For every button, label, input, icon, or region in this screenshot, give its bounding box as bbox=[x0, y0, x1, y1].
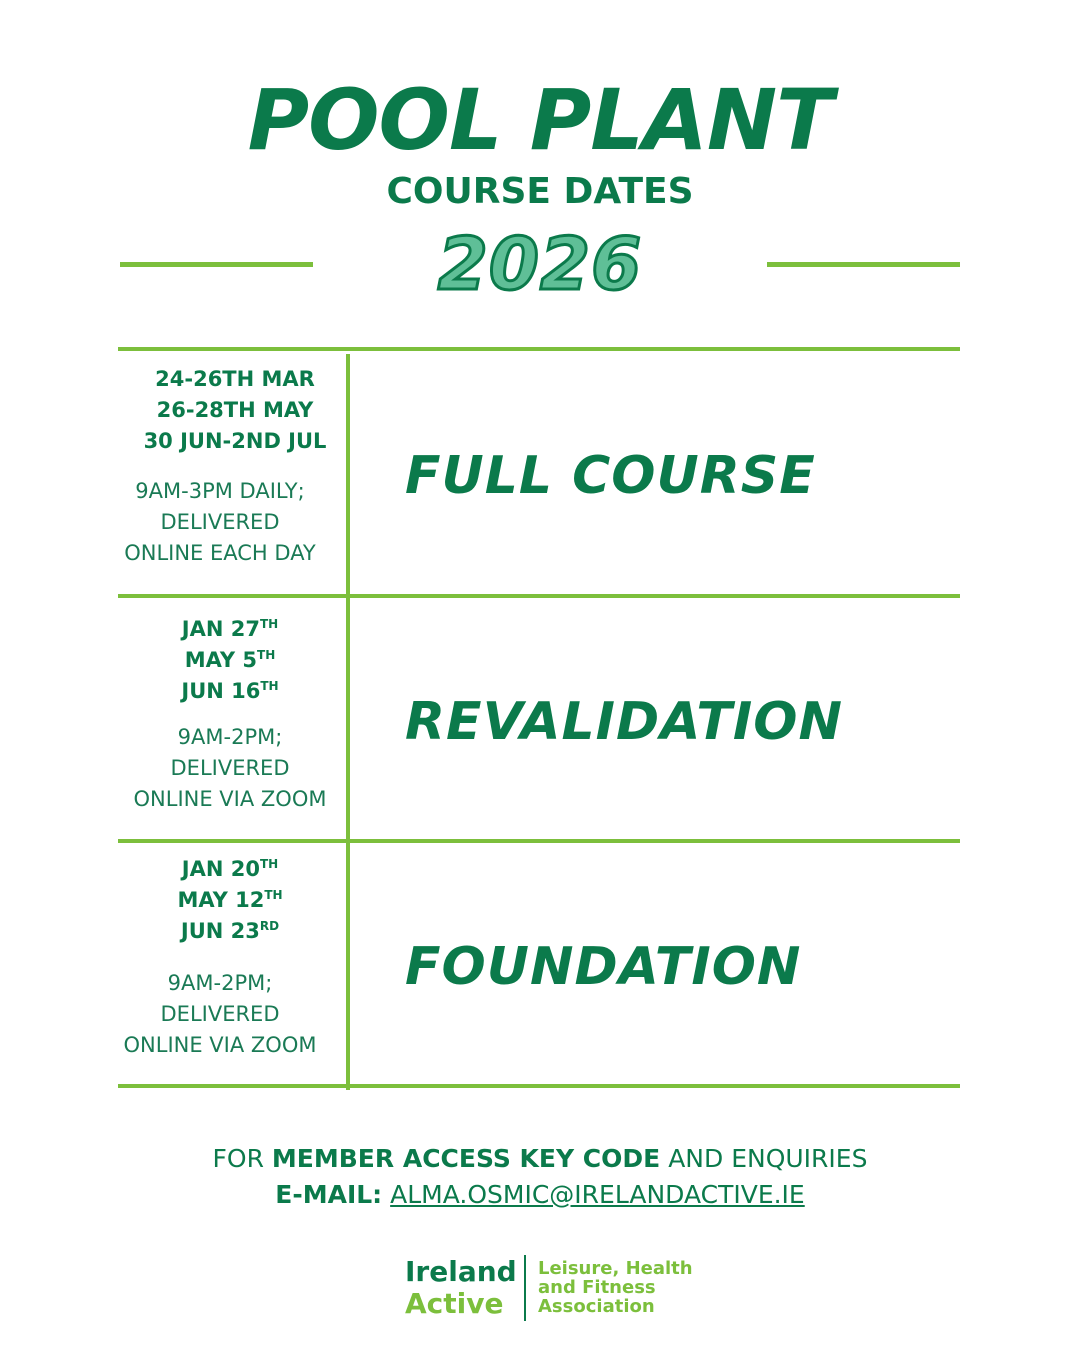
table-row-divider bbox=[118, 839, 960, 843]
email-link[interactable]: ALMA.OSMIC@IRELANDACTIVE.IE bbox=[390, 1180, 805, 1209]
email-line bbox=[0, 1178, 1080, 1212]
time-line: ONLINE VIA ZOOM bbox=[133, 787, 327, 811]
table-border-top bbox=[118, 347, 960, 351]
time-line: ONLINE VIA ZOOM bbox=[123, 1033, 317, 1057]
page-title: POOL PLANT bbox=[247, 71, 833, 169]
year-heading: 2026 bbox=[437, 222, 643, 306]
course-name: REVALIDATION bbox=[405, 692, 843, 752]
time-line: DELIVERED bbox=[170, 756, 290, 780]
logo-tagline: Leisure, Health and Fitness Association bbox=[538, 1258, 693, 1317]
course-dates bbox=[100, 854, 360, 947]
course-times bbox=[100, 968, 340, 1061]
page-subtitle: COURSE DATES bbox=[386, 171, 694, 212]
time-line: DELIVERED bbox=[160, 1002, 280, 1026]
date-item: JAN 20TH bbox=[181, 857, 279, 881]
date-item: MAY 12TH bbox=[177, 888, 283, 912]
date-item: 26-28TH MAY bbox=[156, 398, 314, 422]
logo-line2: Active bbox=[405, 1287, 504, 1320]
time-line: 9AM-2PM; bbox=[167, 971, 273, 995]
date-item: JAN 27TH bbox=[181, 617, 279, 641]
course-name: FULL COURSE bbox=[405, 446, 816, 506]
time-line: DELIVERED bbox=[160, 510, 280, 534]
divider-right bbox=[767, 262, 960, 267]
ireland-active-logo bbox=[405, 1256, 517, 1320]
table-row-divider bbox=[118, 594, 960, 598]
table-border-bottom bbox=[118, 1084, 960, 1088]
course-dates bbox=[100, 364, 370, 457]
enquiry-line: FOR MEMBER ACCESS KEY CODE AND ENQUIRIES bbox=[212, 1144, 868, 1173]
email-label: E-MAIL: bbox=[275, 1180, 383, 1209]
date-item: JUN 16TH bbox=[181, 679, 279, 703]
date-item: MAY 5TH bbox=[184, 648, 276, 672]
logo-line1: Ireland bbox=[405, 1255, 517, 1288]
time-line: 9AM-2PM; bbox=[177, 725, 283, 749]
date-item: JUN 23RD bbox=[180, 919, 280, 943]
course-name: FOUNDATION bbox=[405, 937, 802, 997]
course-times bbox=[100, 476, 340, 569]
course-dates bbox=[100, 614, 360, 707]
time-line: ONLINE EACH DAY bbox=[124, 541, 316, 565]
time-line: 9AM-3PM DAILY; bbox=[135, 479, 305, 503]
date-item: 24-26TH MAR bbox=[155, 367, 315, 391]
course-times bbox=[110, 722, 350, 815]
logo-divider bbox=[524, 1255, 526, 1321]
date-item: 30 JUN-2ND JUL bbox=[143, 429, 327, 453]
